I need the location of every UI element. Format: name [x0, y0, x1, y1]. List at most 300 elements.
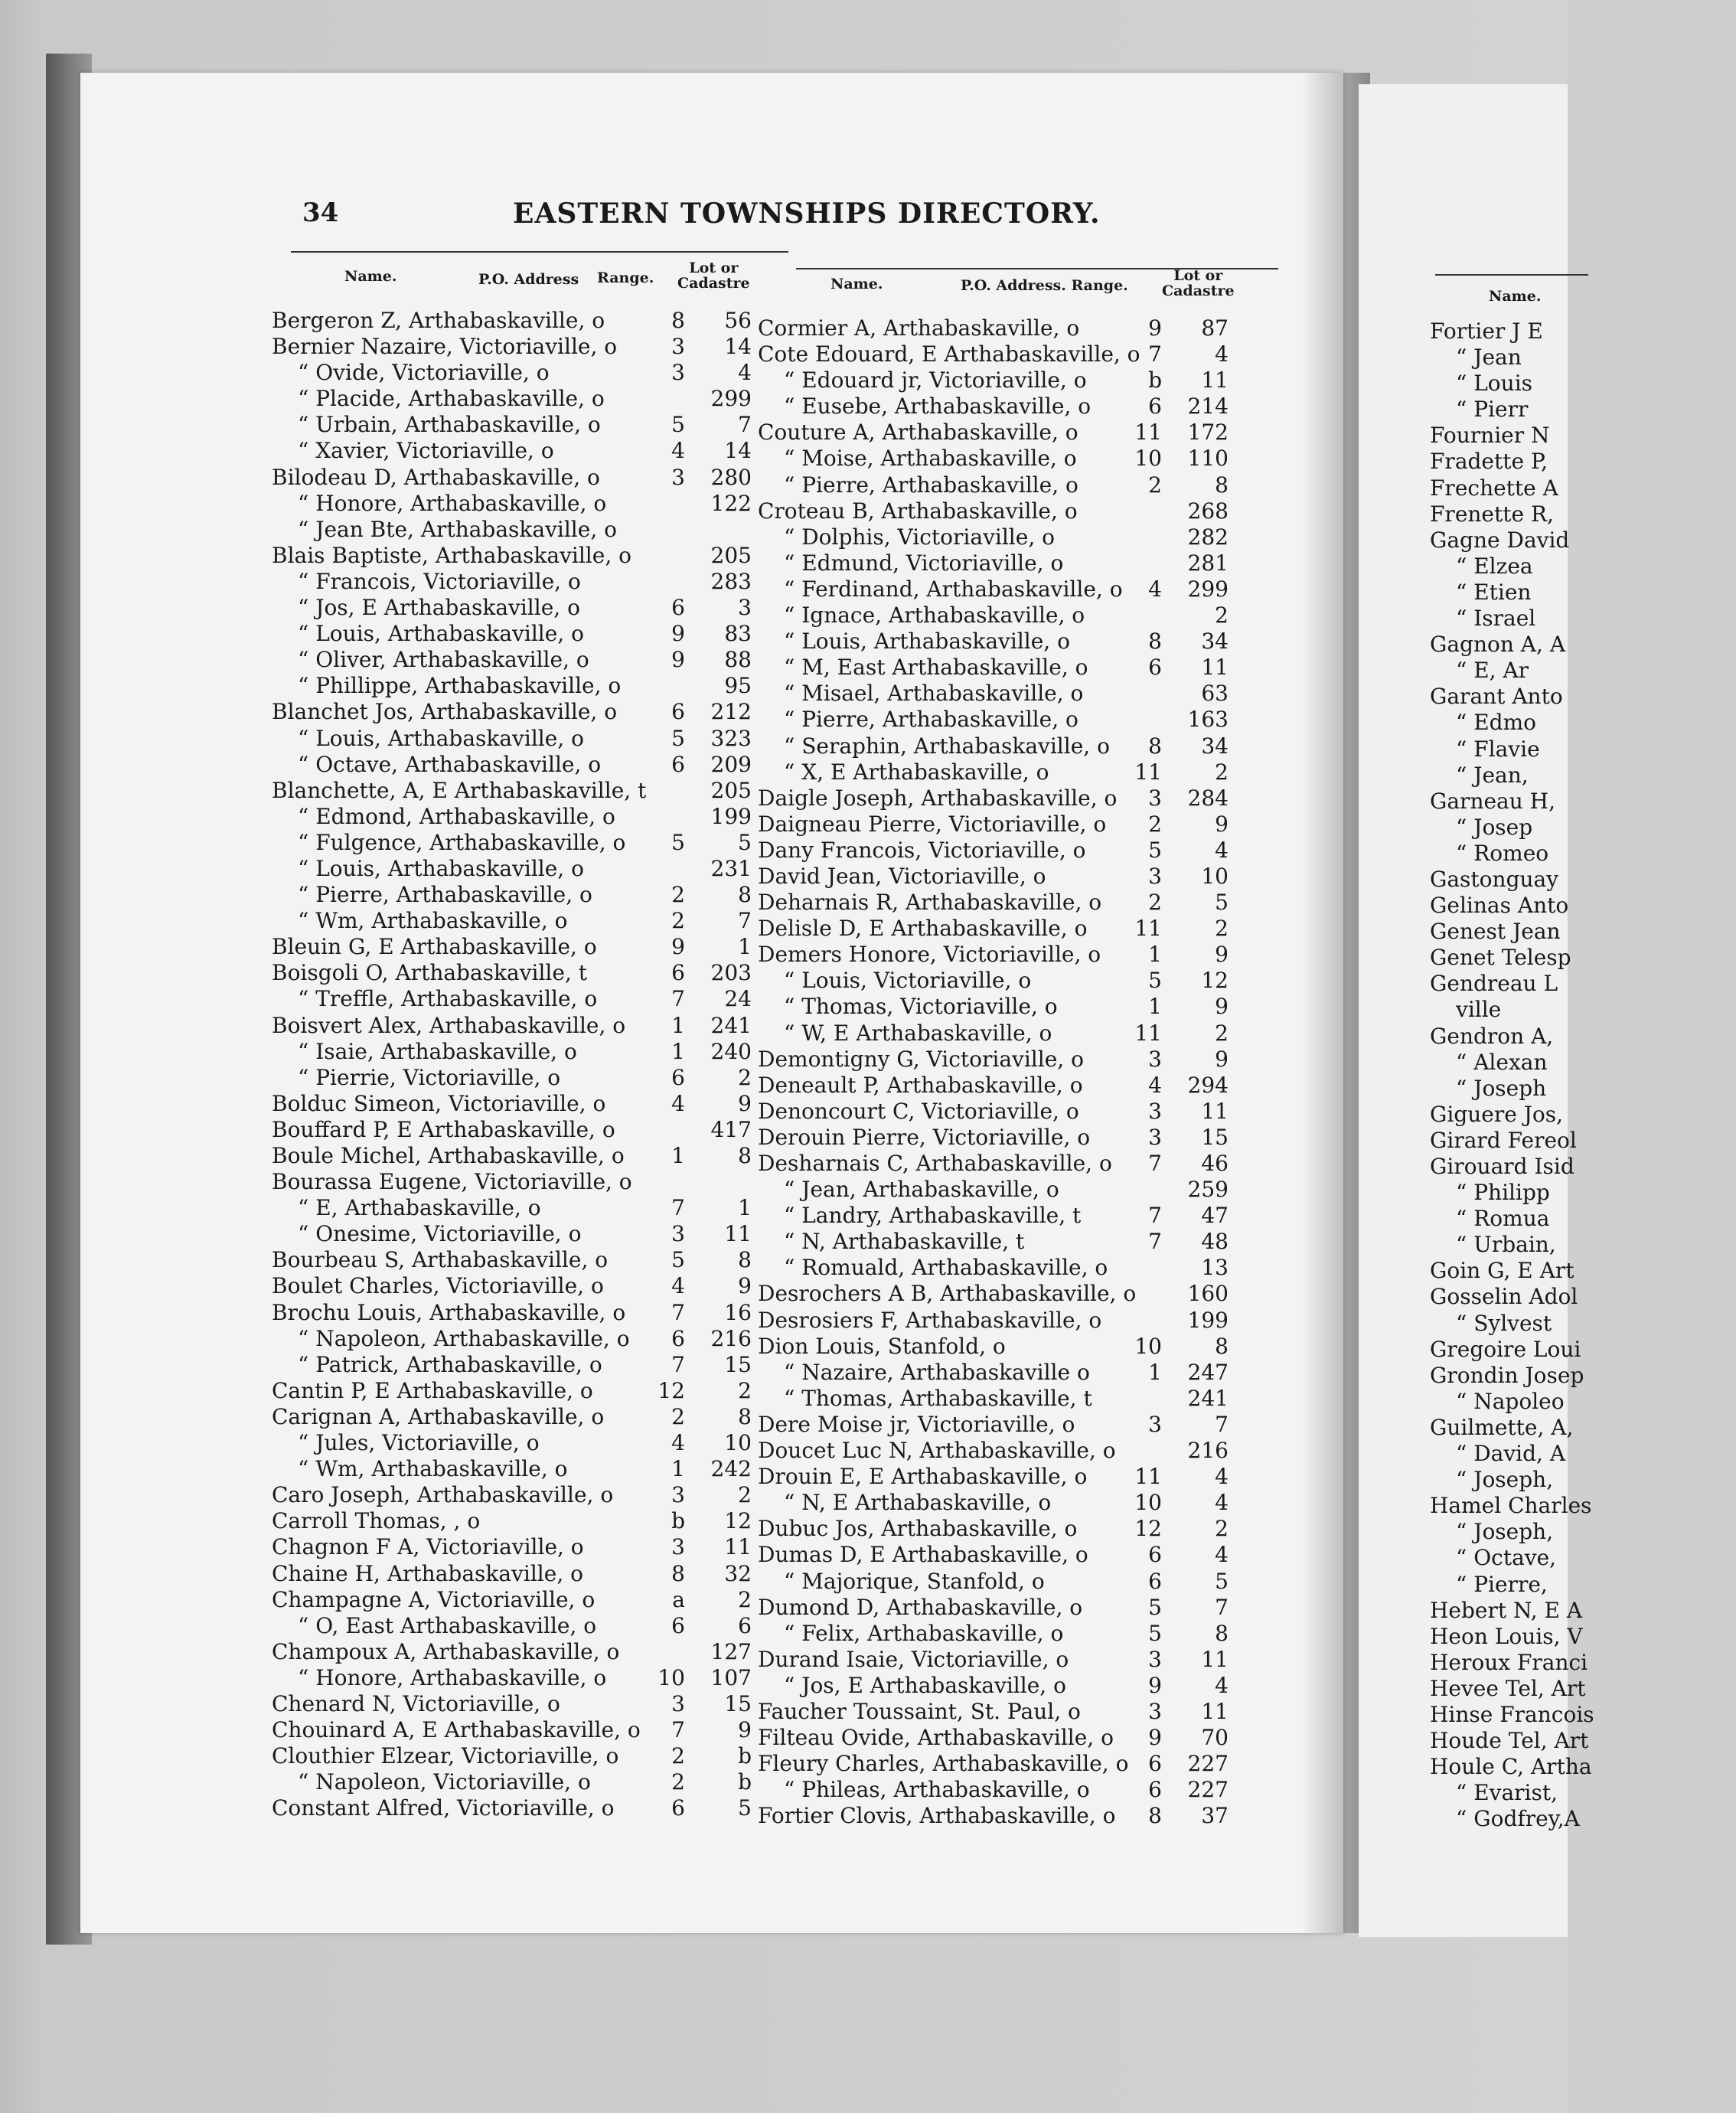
entry-name-address: “ Ferdinand, Arthabaskaville, o [784, 576, 1123, 602]
entry-range: 3 [671, 360, 685, 386]
directory-entry [272, 1013, 769, 1039]
entry-range: 1 [1148, 942, 1162, 968]
directory-entry [758, 1647, 1248, 1673]
entry-name-address: “ Ovide, Victoriaville, o [298, 360, 550, 386]
entry-lot: 122 [710, 490, 752, 516]
entry-range: 9 [671, 621, 685, 647]
entry-range: 6 [671, 1612, 685, 1638]
entry-range: a [672, 1586, 685, 1612]
directory-entry [272, 1534, 769, 1560]
entry-name-fragment: Guilmette, A, [1430, 1414, 1574, 1440]
entry-name-address: Blanchette, A, E Arthabaskaville, t [272, 777, 647, 803]
directory-entry [758, 315, 1248, 341]
entry-range: 3 [1148, 785, 1162, 811]
directory-entry-fragment [1430, 736, 1736, 763]
directory-entry-fragment [1430, 1050, 1736, 1076]
directory-entry [272, 1117, 769, 1143]
entry-name-address: “ Edmond, Arthabaskaville, o [298, 803, 615, 829]
column-header-name: Name. [344, 268, 397, 285]
entry-lot: 11 [1201, 1098, 1229, 1124]
entry-lot: 9 [1215, 942, 1229, 968]
entry-name-address: “ Octave, Arthabaskaville, o [298, 751, 602, 777]
entry-name-address: Croteau B, Arthabaskaville, o [758, 498, 1078, 524]
entry-name-fragment: “ Alexan [1456, 1049, 1548, 1075]
entry-range: 3 [1148, 1411, 1162, 1437]
directory-entry-fragment [1430, 658, 1736, 684]
directory-entry-fragment [1430, 945, 1736, 971]
directory-entry [272, 673, 769, 699]
entry-lot: 6 [738, 1612, 752, 1638]
entry-lot: 2 [738, 1586, 752, 1612]
entry-name-address: Chaine H, Arthabaskaville, o [272, 1560, 583, 1586]
entry-name-address: “ Louis, Victoriaville, o [784, 968, 1032, 994]
entry-range: 5 [1148, 1594, 1162, 1620]
entry-name-address: “ Wm, Arthabaskaville, o [298, 1456, 568, 1482]
entry-lot: 2 [738, 1377, 752, 1403]
entry-lot: 2 [738, 1064, 752, 1090]
entry-lot: 172 [1187, 420, 1229, 446]
entry-name-fragment: “ Evarist, [1456, 1780, 1558, 1806]
entry-name-address: Champoux A, Arthabaskaville, o [272, 1638, 620, 1664]
entry-range: 7 [671, 986, 685, 1012]
directory-entry-fragment [1430, 1598, 1736, 1624]
directory-entry [758, 838, 1248, 864]
entry-name-address: “ N, Arthabaskaville, t [784, 1229, 1025, 1255]
column-header-middle [758, 266, 1248, 315]
entry-range: 12 [658, 1377, 685, 1403]
directory-entry [758, 420, 1248, 446]
directory-entry-fragment [1430, 1650, 1736, 1676]
directory-entry [272, 1482, 769, 1508]
entry-range: 10 [1134, 1490, 1162, 1516]
directory-entry [272, 1795, 769, 1821]
directory-entry [272, 334, 769, 360]
directory-entry-fragment [1430, 318, 1736, 345]
entry-name-address: “ Napoleon, Arthabaskaville, o [298, 1325, 630, 1351]
directory-entry [758, 1595, 1248, 1621]
directory-entry [272, 934, 769, 960]
column-header-lot-line1: Lot or [1173, 267, 1223, 284]
directory-entry [758, 681, 1248, 707]
entry-lot: 299 [710, 386, 752, 412]
directory-entry [272, 1352, 769, 1378]
entry-name-address: “ N, E Arthabaskaville, o [784, 1490, 1052, 1516]
entry-range: 3 [671, 1534, 685, 1560]
entry-lot: 299 [1187, 576, 1229, 602]
entry-range: 8 [1148, 629, 1162, 655]
directory-entry [272, 1430, 769, 1456]
entry-name-address: Champagne A, Victoriaville, o [272, 1586, 596, 1612]
entry-name-fragment: Gregoire Loui [1430, 1336, 1581, 1362]
directory-entry-fragment [1430, 632, 1736, 658]
directory-entry-fragment [1430, 1128, 1736, 1154]
page-number: 34 [302, 198, 339, 228]
directory-entry [758, 1621, 1248, 1647]
entry-range: 5 [671, 412, 685, 438]
directory-entry [272, 647, 769, 673]
entry-name-fragment: “ Romua [1456, 1206, 1550, 1232]
entry-name-address: “ Moise, Arthabaskaville, o [784, 446, 1077, 472]
entry-lot: 11 [1201, 655, 1229, 681]
entry-lot: 8 [1215, 472, 1229, 498]
directory-entry-fragment [1430, 1232, 1736, 1258]
entry-name-address: Blanchet Jos, Arthabaskaville, o [272, 699, 618, 725]
entry-name-fragment: Gendreau L [1430, 971, 1558, 997]
entry-range: 3 [1148, 1098, 1162, 1124]
directory-entry-fragment [1430, 684, 1736, 710]
entry-name-address: “ Onesime, Victoriaville, o [298, 1221, 582, 1247]
directory-entry-fragment [1430, 1519, 1736, 1545]
directory-entry [272, 1639, 769, 1665]
directory-entry [758, 785, 1248, 812]
entry-name-address: “ Dolphis, Victoriaville, o [784, 524, 1055, 550]
directory-entry [758, 603, 1248, 629]
entry-name-address: “ Patrick, Arthabaskaville, o [298, 1351, 602, 1377]
directory-entry [272, 752, 769, 778]
directory-entry [272, 308, 769, 334]
entry-name-address: “ Majorique, Stanfold, o [784, 1568, 1045, 1594]
entry-range: 9 [671, 934, 685, 960]
entry-name-address: David Jean, Victoriaville, o [758, 863, 1046, 889]
column-header-lot [1162, 268, 1235, 299]
entry-name-fragment: Gelinas Anto [1430, 893, 1569, 919]
entry-range: 2 [671, 1403, 685, 1429]
entry-range: 2 [671, 1769, 685, 1795]
entry-name-address: Cantin P, E Arthabaskaville, o [272, 1377, 593, 1403]
entry-range: b [671, 1508, 685, 1534]
entry-name-address: Bouffard P, E Arthabaskaville, o [272, 1116, 615, 1142]
entry-lot: 242 [710, 1456, 752, 1482]
entry-name-address: “ Nazaire, Arthabaskaville o [784, 1359, 1090, 1385]
entry-name-address: “ Edouard jr, Victoriaville, o [784, 367, 1087, 394]
directory-entry-fragment [1430, 1806, 1736, 1832]
entry-lot: 24 [724, 986, 752, 1012]
directory-entry [758, 890, 1248, 916]
directory-entry [758, 1490, 1248, 1516]
entry-lot: 9 [1215, 811, 1229, 837]
entry-name-address: Couture A, Arthabaskaville, o [758, 420, 1078, 446]
entry-range: 1 [671, 1012, 685, 1038]
entry-lot: 205 [710, 542, 752, 568]
entry-name-fragment: ville [1456, 997, 1502, 1023]
entry-range: 2 [671, 1743, 685, 1769]
column-header-lot-line2: Cadastre [677, 275, 750, 292]
entry-lot: 7 [738, 412, 752, 438]
entry-lot: 9 [738, 1090, 752, 1116]
entry-lot: 127 [710, 1638, 752, 1664]
entry-name-address: Cote Edouard, E Arthabaskaville, o [758, 341, 1140, 367]
column-header-left [272, 259, 769, 308]
entry-name-address: Caro Joseph, Arthabaskaville, o [272, 1482, 614, 1508]
entry-range: 3 [1148, 1646, 1162, 1672]
directory-entry-fragment [1430, 1728, 1736, 1754]
directory-entry [758, 498, 1248, 524]
directory-entry-fragment [1430, 1441, 1736, 1467]
entry-name-address: Bleuin G, E Arthabaskaville, o [272, 934, 597, 960]
entry-name-address: Bourassa Eugene, Victoriaville, o [272, 1169, 632, 1195]
entry-lot: 4 [738, 360, 752, 386]
directory-entry [758, 1203, 1248, 1229]
entry-range: 6 [1148, 1568, 1162, 1594]
entry-name-address: “ Jules, Victoriaville, o [298, 1430, 540, 1456]
directory-entry-fragment [1430, 1284, 1736, 1310]
directory-entry [758, 759, 1248, 785]
directory-entry-fragment [1430, 1493, 1736, 1519]
entry-name-fragment: Gastonguay [1430, 866, 1559, 892]
entry-name-fragment: Hamel Charles [1430, 1493, 1592, 1519]
entry-lot: 209 [710, 751, 752, 777]
entry-name-address: Desharnais C, Arthabaskaville, o [758, 1151, 1112, 1176]
directory-entry [272, 543, 769, 569]
directory-entry-fragment [1430, 475, 1736, 501]
entry-lot: 47 [1201, 1203, 1229, 1229]
directory-entry [272, 804, 769, 830]
entry-name-address: “ Urbain, Arthabaskaville, o [298, 412, 601, 438]
entry-name-address: Chenard N, Victoriaville, o [272, 1690, 560, 1716]
entry-range: 6 [671, 751, 685, 777]
entry-lot: b [738, 1769, 752, 1795]
entry-lot: 216 [1187, 1438, 1229, 1464]
entry-range: 6 [671, 1795, 685, 1821]
entry-name-fragment: Frechette A [1430, 475, 1558, 501]
entry-range: 3 [671, 1482, 685, 1508]
entry-lot: 15 [1201, 1124, 1229, 1150]
column-header-address-range: P.O. Address. Range. [961, 277, 1128, 294]
entry-lot: 34 [1201, 629, 1229, 655]
entry-name-address: Desrosiers F, Arthabaskaville, o [758, 1307, 1102, 1333]
entry-name-address: “ Napoleon, Victoriaville, o [298, 1769, 591, 1795]
entry-lot: 9 [738, 1273, 752, 1299]
entry-lot: 63 [1201, 681, 1229, 707]
directory-entry [758, 916, 1248, 942]
directory-entry-fragment [1430, 1154, 1736, 1180]
entry-lot: 15 [724, 1690, 752, 1716]
directory-entry [272, 517, 769, 543]
entry-name-address: “ Thomas, Arthabaskaville, t [784, 1385, 1092, 1411]
entry-name-fragment: Garneau H, [1430, 788, 1555, 814]
entry-list-middle [758, 315, 1248, 1829]
directory-entry-fragment [1430, 971, 1736, 997]
directory-entry [758, 1699, 1248, 1725]
entry-name-address: Boisvert Alex, Arthabaskaville, o [272, 1012, 626, 1038]
entry-lot: b [738, 1743, 752, 1769]
running-head: EASTERN TOWNSHIPS DIRECTORY. [513, 198, 1101, 230]
entry-lot: 2 [1215, 759, 1229, 785]
entry-name-address: “ Francois, Victoriaville, o [298, 568, 581, 594]
entry-name-address: Bourbeau S, Arthabaskaville, o [272, 1247, 609, 1273]
directory-entry-fragment [1430, 606, 1736, 632]
directory-entry-fragment [1430, 345, 1736, 371]
entry-name-address: “ Felix, Arthabaskaville, o [784, 1620, 1064, 1646]
directory-entry-fragment [1430, 815, 1736, 841]
entry-name-address: “ Jos, E Arthabaskaville, o [784, 1672, 1066, 1698]
directory-entry [758, 994, 1248, 1020]
entry-range: 10 [1134, 1333, 1162, 1359]
entry-lot: 5 [738, 829, 752, 855]
directory-entry-fragment [1430, 1780, 1736, 1806]
directory-entry [272, 1769, 769, 1795]
entry-lot: 11 [724, 1534, 752, 1560]
entry-name-address: Bernier Nazaire, Victoriaville, o [272, 334, 618, 360]
entry-name-fragment: “ Josep [1456, 814, 1533, 840]
directory-entry [758, 1569, 1248, 1595]
directory-entry [272, 1717, 769, 1743]
entry-name-fragment: “ Godfrey,A [1456, 1806, 1580, 1832]
entry-lot: 205 [710, 777, 752, 803]
entry-lot: 4 [1215, 1542, 1229, 1568]
entry-name-fragment: Grondin Josep [1430, 1362, 1584, 1388]
entry-name-address: “ Edmund, Victoriaville, o [784, 550, 1064, 576]
directory-entry [272, 386, 769, 412]
entry-lot: 37 [1201, 1803, 1229, 1829]
directory-entry-fragment [1430, 1676, 1736, 1702]
entry-range: 8 [671, 1560, 685, 1586]
entry-name-address: “ W, E Arthabaskaville, o [784, 1020, 1052, 1046]
entry-name-fragment: Gosselin Adol [1430, 1284, 1578, 1310]
entry-lot: 11 [1201, 1698, 1229, 1724]
entry-name-fragment: “ Edmo [1456, 710, 1536, 736]
entry-name-address: “ Misael, Arthabaskaville, o [784, 681, 1084, 707]
entry-name-fragment: Houde Tel, Art [1430, 1728, 1589, 1754]
entry-lot: 13 [1201, 1255, 1229, 1281]
entry-name-address: “ Phileas, Arthabaskaville, o [784, 1777, 1090, 1803]
entry-range: 4 [671, 1090, 685, 1116]
entry-name-address: Daigneau Pierre, Victoriaville, o [758, 811, 1107, 837]
entry-range: 5 [671, 1247, 685, 1273]
directory-entry-fragment [1430, 1754, 1736, 1780]
entry-name-address: Dion Louis, Stanfold, o [758, 1333, 1006, 1359]
entry-name-address: Clouthier Elzear, Victoriaville, o [272, 1743, 619, 1769]
entry-name-address: Carroll Thomas, , o [272, 1508, 481, 1534]
directory-entry [758, 1725, 1248, 1751]
directory-entry [758, 1542, 1248, 1568]
entry-name-fragment: “ Urbain, [1456, 1232, 1556, 1258]
directory-entry [758, 1255, 1248, 1281]
directory-entry [758, 1125, 1248, 1151]
entry-range: 6 [1148, 1751, 1162, 1777]
entry-lot: 4 [1215, 837, 1229, 863]
column-header-range: Range. [597, 269, 654, 286]
directory-entry [272, 1743, 769, 1769]
directory-entry-fragment [1430, 763, 1736, 789]
directory-entry [272, 1247, 769, 1273]
entry-name-fragment: Fournier N [1430, 423, 1550, 449]
entry-lot: 1 [738, 934, 752, 960]
entry-lot: 294 [1187, 1072, 1229, 1098]
entry-name-address: Delisle D, E Arthabaskaville, o [758, 916, 1088, 942]
directory-entry-fragment [1430, 1311, 1736, 1337]
directory-entry-fragment [1430, 554, 1736, 580]
entry-name-fragment: “ Israel [1456, 606, 1536, 632]
entry-name-address: “ Thomas, Victoriaville, o [784, 994, 1058, 1020]
directory-entry [272, 1508, 769, 1534]
entry-lot: 282 [1187, 524, 1229, 550]
directory-entry [272, 986, 769, 1012]
entry-range: 4 [1148, 1072, 1162, 1098]
entry-lot: 88 [724, 647, 752, 673]
directory-entry [272, 1195, 769, 1221]
entry-lot: 12 [1201, 968, 1229, 994]
right-page [1359, 84, 1594, 1937]
entry-range: 9 [1148, 1672, 1162, 1698]
entry-lot: 107 [710, 1664, 752, 1690]
entry-lot: 199 [710, 803, 752, 829]
entry-name-address: “ Romuald, Arthabaskaville, o [784, 1255, 1108, 1281]
entry-name-address: “ Pierre, Arthabaskaville, o [784, 472, 1078, 498]
entry-range: 3 [1148, 1046, 1162, 1072]
entry-range: 3 [1148, 1698, 1162, 1724]
entry-name-address: Cormier A, Arthabaskaville, o [758, 315, 1080, 341]
directory-entry-fragment [1430, 1102, 1736, 1128]
entry-name-address: Daigle Joseph, Arthabaskaville, o [758, 785, 1118, 811]
directory-entry [272, 1039, 769, 1065]
directory-entry [758, 367, 1248, 394]
entry-range: 4 [671, 438, 685, 464]
entry-name-address: Demers Honore, Victoriaville, o [758, 942, 1101, 968]
entry-range: 8 [1148, 733, 1162, 759]
directory-entry [758, 1308, 1248, 1334]
entry-name-address: “ Jean, Arthabaskaville, o [784, 1177, 1059, 1203]
directory-entry [758, 1099, 1248, 1125]
directory-entry [758, 733, 1248, 759]
entry-range: 6 [671, 1064, 685, 1090]
entry-name-address: “ Isaie, Arthabaskaville, o [298, 1038, 577, 1064]
directory-entry [272, 438, 769, 464]
entry-lot: 48 [1201, 1229, 1229, 1255]
directory-entry [758, 446, 1248, 472]
entry-range: 7 [1148, 341, 1162, 367]
directory-entry [272, 360, 769, 386]
entry-lot: 8 [738, 1403, 752, 1429]
directory-entry-fragment [1430, 527, 1736, 554]
directory-entry [272, 699, 769, 725]
directory-entry [272, 412, 769, 438]
directory-entry [272, 856, 769, 882]
entry-name-address: Constant Alfred, Victoriaville, o [272, 1795, 615, 1821]
entry-range: 5 [1148, 837, 1162, 863]
entry-range: 1 [671, 1456, 685, 1482]
entry-range: 12 [1134, 1516, 1162, 1542]
entry-range: 3 [1148, 863, 1162, 889]
entry-lot: 110 [1187, 446, 1229, 472]
directory-entry [758, 1516, 1248, 1542]
entry-name-address: Fleury Charles, Arthabaskaville, o [758, 1751, 1129, 1777]
entry-name-address: Dany Francois, Victoriaville, o [758, 837, 1086, 863]
entry-name-address: Fortier Clovis, Arthabaskaville, o [758, 1803, 1116, 1829]
entry-range: 4 [671, 1430, 685, 1456]
entry-name-fragment: “ Pierre, [1456, 1571, 1548, 1597]
directory-entry-fragment [1430, 1180, 1736, 1206]
entry-name-address: “ Pierre, Arthabaskaville, o [784, 707, 1078, 733]
entry-name-address: Boisgoli O, Arthabaskaville, t [272, 960, 588, 986]
entry-lot: 11 [724, 1221, 752, 1247]
entry-range: 5 [1148, 1620, 1162, 1646]
entry-range: 11 [1134, 1464, 1162, 1490]
directory-entry-fragment [1430, 371, 1736, 397]
directory-entry-fragment [1430, 1076, 1736, 1102]
entry-range: 2 [1148, 472, 1162, 498]
entry-lot: 2 [1215, 1516, 1229, 1542]
entry-range: 11 [1134, 1020, 1162, 1046]
directory-column-middle [758, 266, 1248, 1829]
entry-lot: 95 [724, 673, 752, 699]
entry-lot: 280 [710, 464, 752, 490]
entry-lot: 417 [710, 1116, 752, 1142]
entry-lot: 268 [1187, 498, 1229, 524]
entry-name-fragment: “ Flavie [1456, 736, 1540, 762]
entry-name-address: Dumas D, E Arthabaskaville, o [758, 1542, 1088, 1568]
directory-entry [272, 1613, 769, 1639]
